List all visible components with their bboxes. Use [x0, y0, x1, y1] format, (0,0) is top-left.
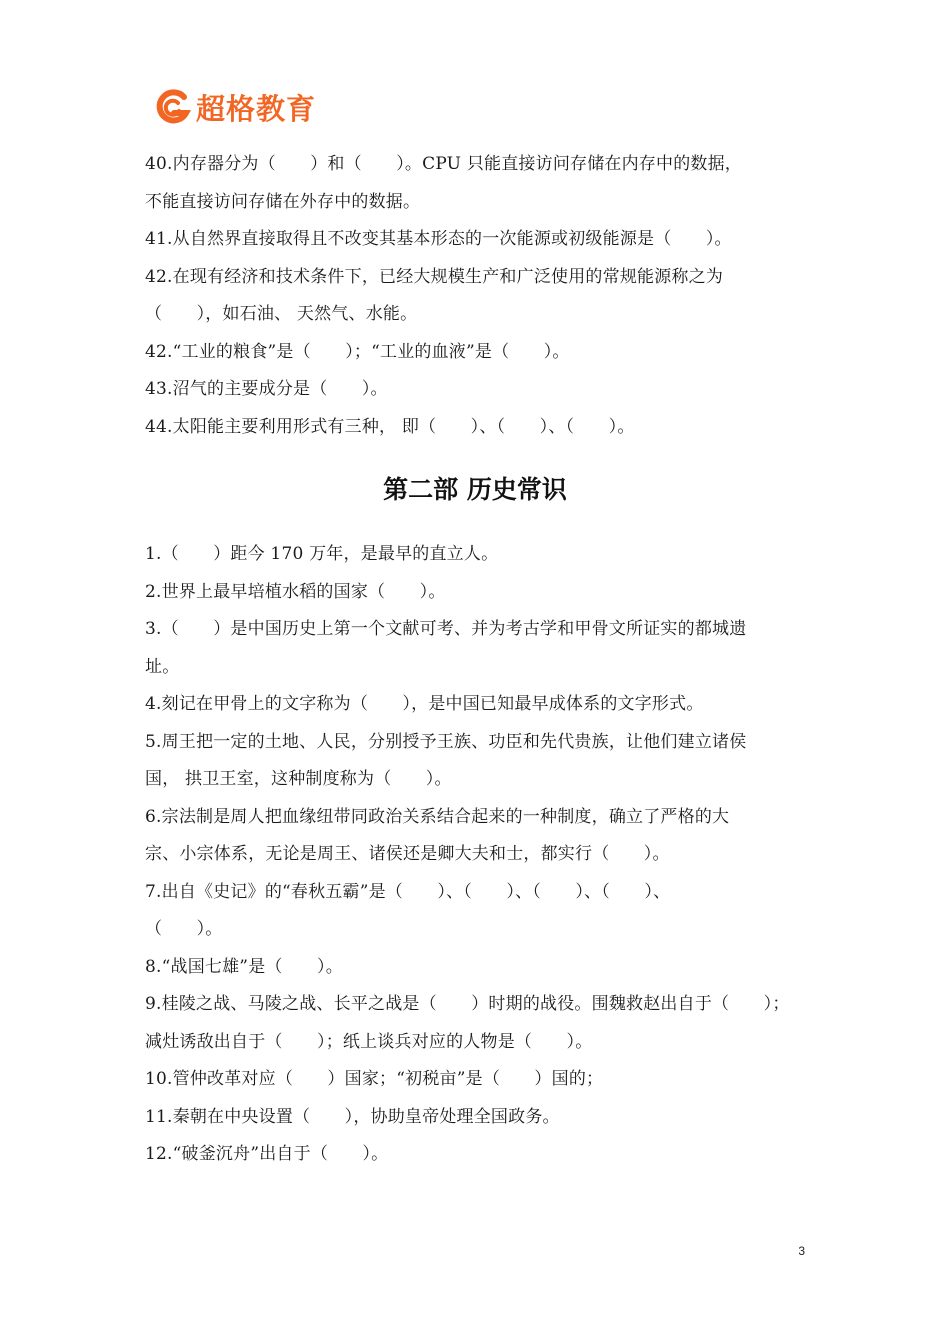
page-number: 3	[798, 1244, 805, 1258]
text-line: 7.出自《史记》的“春秋五霸”是（ ）、（ ）、（ ）、（ ）、	[145, 881, 671, 902]
text-line: 减灶诱敌出自于（ ）；纸上谈兵对应的人物是（ ）。	[145, 1031, 593, 1052]
text-line: 44.太阳能主要利用形式有三种， 即（ ）、（ ）、（ ）。	[145, 416, 635, 437]
text-line: 10.管仲改革对应（ ）国家；“初税亩”是（ ）国的；	[145, 1069, 604, 1089]
text-line: 43.沼气的主要成分是（ ）。	[145, 379, 388, 399]
brand-logo-icon	[152, 87, 192, 127]
text-line: 2.世界上最早培植水稻的国家（ ）。	[145, 581, 446, 602]
text-line: 不能直接访问存储在外存中的数据。	[145, 191, 421, 212]
section-title: 第二部 历史常识	[383, 475, 567, 504]
text-line: 国， 拱卫王室，这种制度称为（ ）。	[145, 769, 452, 789]
text-line: 宗、小宗体系，无论是周王、诸侯还是卿大夫和士，都实行（ ）。	[145, 844, 670, 864]
text-line: 12.“破釜沉舟”出自于（ ）。	[145, 1144, 389, 1164]
text-line: 40.内存器分为（ ）和（ ）。CPU 只能直接访问存储在内存中的数据，	[145, 154, 743, 174]
brand-logo	[152, 86, 316, 128]
text-line: 3.（ ）是中国历史上第一个文献可考、并为考古学和甲骨文所证实的都城遗	[145, 619, 747, 639]
text-line: 址。	[145, 656, 180, 677]
text-line: 8.“战国七雄”是（ ）。	[145, 956, 343, 977]
text-line: 5.周王把一定的土地、人民，分别授予王族、功臣和先代贵族，让他们建立诸侯	[145, 731, 747, 752]
text-line: 1.（ ）距今 170 万年，是最早的直立人。	[145, 544, 499, 564]
text-line: 9.桂陵之战、马陵之战、长平之战是（ ）时期的战役。围魏救赵出自于（ ）；	[145, 994, 790, 1014]
text-line: 4.刻记在甲骨上的文字称为（ ），是中国已知最早成体系的文字形式。	[145, 694, 704, 714]
brand-name: 超格教育	[196, 91, 317, 126]
text-line: 11.秦朝在中央设置（ ），协助皇帝处理全国政务。	[145, 1106, 560, 1127]
text-line: （ ），如石油、 天然气、水能。	[145, 304, 418, 324]
text-line: 6.宗法制是周人把血缘纽带同政治关系结合起来的一种制度，确立了严格的大	[145, 806, 730, 827]
text-line: 41.从自然界直接取得且不改变其基本形态的一次能源或初级能源是（ ）。	[145, 229, 732, 249]
text-line: 42.在现有经济和技术条件下，已经大规模生产和广泛使用的常规能源称之为	[145, 266, 724, 287]
text-line: （ ）。	[145, 919, 223, 939]
text-line: 42.“工业的粮食”是（ ）；“工业的血液”是（ ）。	[145, 341, 570, 362]
part2-questions	[145, 538, 815, 1176]
part1-questions	[145, 148, 815, 448]
